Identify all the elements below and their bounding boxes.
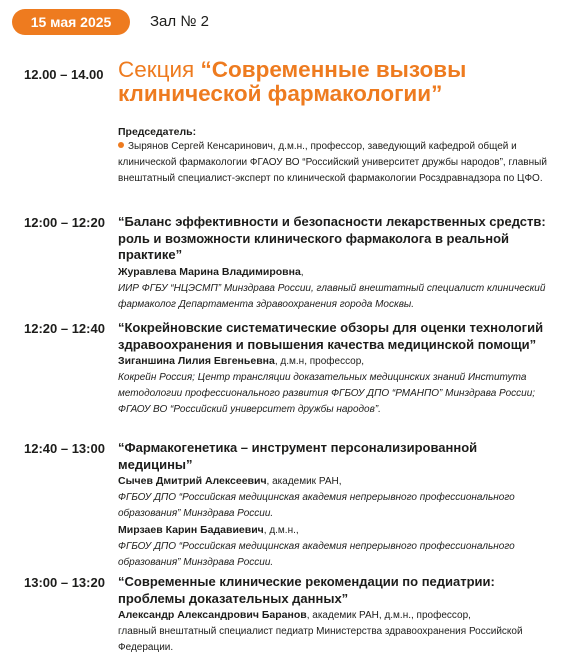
- talk-time: 13:00 – 13:20: [24, 575, 105, 590]
- speaker-details: ,: [300, 266, 304, 278]
- bullet-dot-icon: [118, 142, 124, 148]
- talk-time: 12:40 – 13:00: [24, 441, 105, 456]
- speaker-affiliation: ФГБОУ ДПО “Российская медицинская академия непрерывного профессионального образования” Минздрава России.: [118, 541, 515, 568]
- section-title-name: “Современные вызовы клинической фармакологии”: [118, 57, 467, 106]
- speaker-line: [118, 353, 554, 370]
- speaker-details: , д.м.н.,: [263, 525, 299, 536]
- date-badge: 15 мая 2025: [12, 9, 130, 35]
- chair-text: [118, 139, 554, 187]
- section-time: 12.00 – 14.00: [24, 67, 104, 82]
- speaker-name: Зиганшина Лилия Евгеньевна: [118, 355, 275, 367]
- speaker-position: главный внештатный специалист педиатр Министерства здравоохранения Российской Федерации.: [118, 626, 523, 653]
- section-title-prefix: Секция: [118, 57, 201, 82]
- chair-details: , д.м.н., профессор, заведующий кафедрой общей и клинической фармакологии ФГАОУ ВО “Российский университет дружбы народов”, главный внештатный специалист-эксперт по клинической фармакологии Росздравнадзора по ЦФО.: [118, 141, 547, 184]
- talk-title: “Фармакогенетика – инструмент персонализированной медицины”: [118, 440, 478, 472]
- speaker-line: [118, 522, 554, 539]
- speaker-name: Сычев Дмитрий Алексеевич: [118, 475, 267, 487]
- speaker-details: , академик РАН, д.м.н., профессор,: [306, 610, 471, 621]
- section-title: [118, 58, 538, 106]
- speaker-name: Журавлева Марина Владимировна: [118, 265, 301, 278]
- speaker-line: [118, 264, 554, 281]
- speaker-affiliation: ФГБОУ ДПО “Российская медицинская академия непрерывного профессионального образования” Минздрава России.: [118, 492, 515, 519]
- hall-label: Зал № 2: [150, 13, 209, 30]
- talk-time: 12:20 – 12:40: [24, 321, 105, 336]
- speaker-details: , д.м.н, профессор,: [274, 356, 365, 367]
- speaker-line: [118, 607, 554, 624]
- talk-title: “Баланс эффективности и безопасности лекарственных средств: роль и возможности клинического фармаколога в реальной практике”: [118, 214, 546, 262]
- talk-time: 12:00 – 12:20: [24, 215, 105, 230]
- talk-title: “Кокрейновские систематические обзоры для оценки технологий здравоохранения и повышения качества медицинской помощи”: [118, 320, 544, 352]
- speaker-name: Мирзаев Карин Бадавиевич: [118, 524, 264, 536]
- speaker-affiliation: Кокрейн Россия; Центр трансляции доказательных медицинских знаний Института методологии профессионального развития ФГБОУ ДПО “РМАНПО” Минздрава России; ФГАОУ ВО “Российский университет дружбы народов”.: [118, 372, 536, 415]
- chair-name: Зырянов Сергей Кенсаринович: [128, 141, 273, 152]
- speaker-details: , академик РАН,: [266, 476, 342, 487]
- speaker-line: [118, 473, 554, 490]
- speaker-name: Александр Александрович Баранов: [118, 609, 307, 621]
- talk-title: “Современные клинические рекомендации по педиатрии: проблемы доказательных данных”: [118, 574, 495, 606]
- page-header: [0, 0, 569, 40]
- speaker-affiliation: ИИР ФГБУ “НЦЭСМП” Минздрава России, главный внештатный специалист клинический фармаколог Департамента здравоохранения города Москвы.: [118, 282, 546, 310]
- chair-label: Председатель:: [118, 126, 197, 138]
